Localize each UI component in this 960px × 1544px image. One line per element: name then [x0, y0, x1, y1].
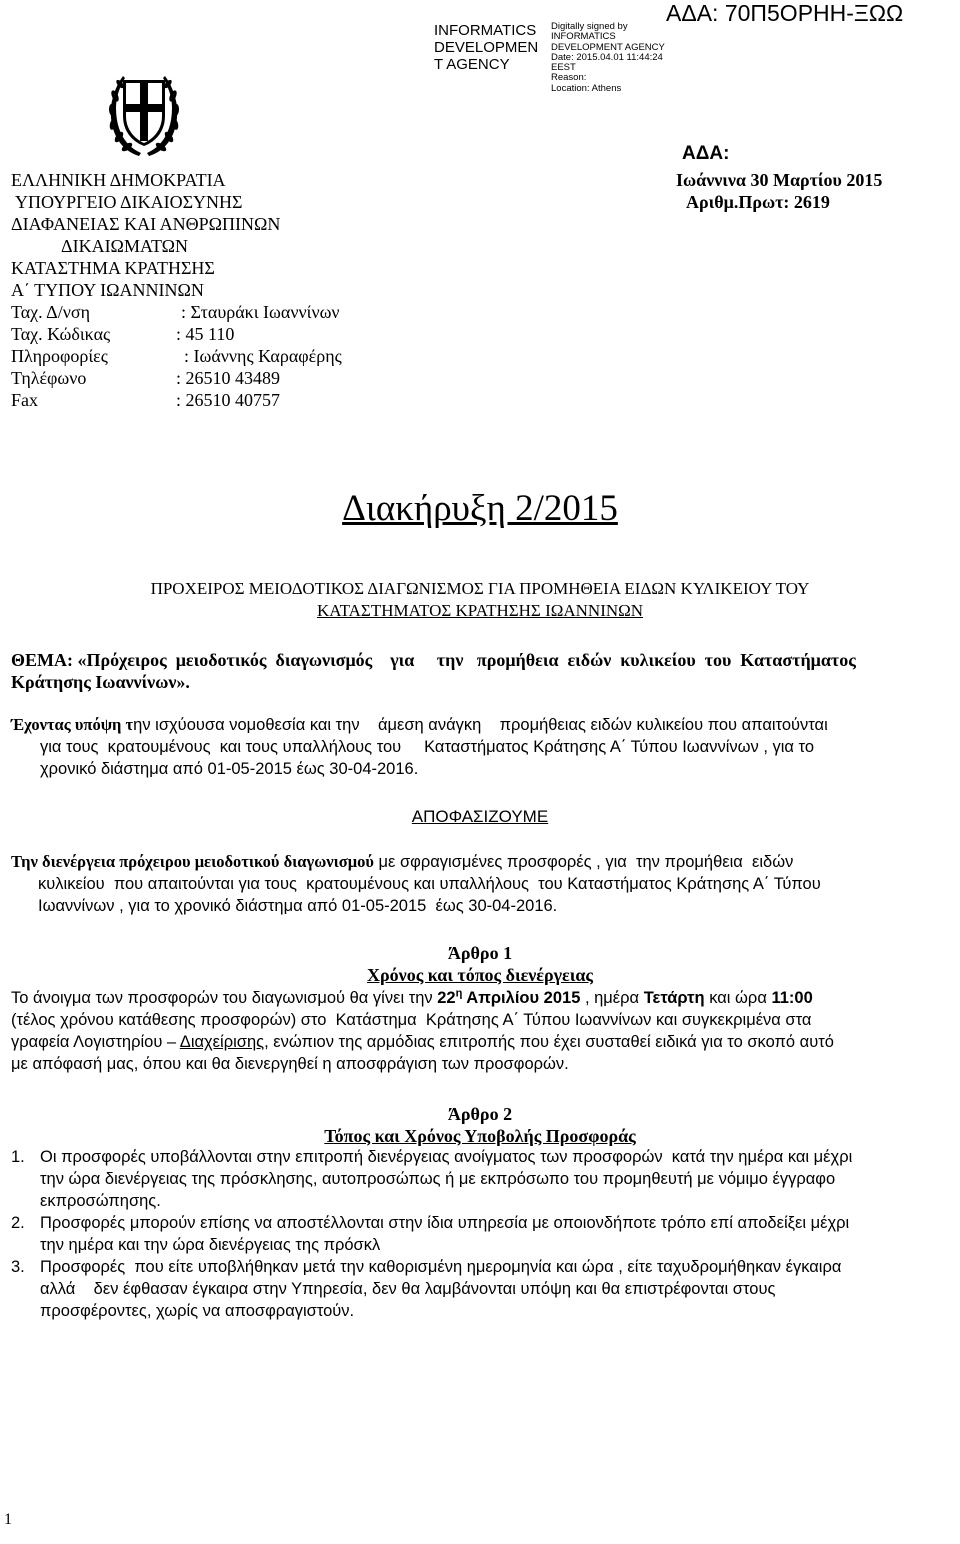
article1-date-day: 22 [437, 989, 456, 1007]
list-line: Οι προσφορές υποβάλλονται στην επιτροπή διενέργειας ανοίγματος των προσφορών κατά την ημέρα και μέχρι [40, 1148, 853, 1166]
article1-heading: Άρθρο 1 [447, 943, 513, 963]
greek-coat-of-arms-icon [105, 68, 183, 160]
contact-value: : 45 110 [176, 324, 235, 344]
subject-label: ΘΕΜΑ: [11, 650, 73, 670]
signature-detail-line: Digitally signed by [551, 21, 628, 32]
signature-name-line: INFORMATICS [434, 22, 537, 39]
contact-value: : Ιωάννης Καραφέρης [184, 346, 342, 366]
signature-detail-line: DEVELOPMENT AGENCY [551, 41, 665, 53]
list-number: 1. [11, 1148, 25, 1166]
list-line: προσφέροντες, χωρίς να αποσφραγιστούν. [40, 1302, 355, 1320]
decision-line: κυλικείου που απαιτούνται για τους κρατουμένους και υπαλλήλους του Καταστήματος Κράτησης Α΄ Τύπου [38, 875, 821, 893]
contact-label: Ταχ. Κώδικας [11, 324, 111, 344]
signature-name-line: DEVELOPMEN [434, 39, 539, 56]
decision-line [11, 851, 941, 873]
contact-row [11, 367, 331, 389]
list-line: την ώρα διενέργειας της πρόσκλησης, αυτοπροσώπως ή με εκπρόσωπο του προμηθευτή με νόμιμο έγγραφο [40, 1170, 836, 1188]
decision-heading-text: ΑΠΟΦΑΣΙΖΟΥΜΕ [411, 807, 549, 826]
preamble-line: χρονικό διάστημα από 01-05-2015 έως 30-04-2016. [40, 760, 419, 778]
contact-value: : Σταυράκι Ιωαννίνων [181, 302, 340, 322]
article1-line [11, 987, 941, 1009]
list-item [11, 1212, 941, 1256]
article2-heading: Άρθρο 2 [447, 1104, 513, 1124]
header-line: ΚΑΤΑΣΤΗΜΑ ΚΡΑΤΗΣΗΣ [11, 258, 215, 278]
article1-time: 11:00 [771, 989, 813, 1007]
preamble-bold: Έχοντας υπόψη τ [11, 715, 134, 734]
header-line: Α΄ ΤΥΠΟΥ ΙΩΑΝΝΙΝΩΝ [11, 280, 204, 300]
subject-line: Κράτησης Ιωαννίνων». [11, 672, 190, 692]
signature-detail-line: Reason: [551, 72, 587, 84]
list-number: 3. [11, 1258, 25, 1276]
preamble-text: ην ισχύουσα νομοθεσία και την άμεση ανάγκη προμήθειας ειδών κυλικείου που απαιτούνται [133, 716, 828, 734]
signature-detail-line: Location: Athens [551, 82, 622, 94]
decision [11, 851, 941, 917]
list-line: Προσφορές μπορούν επίσης να αποστέλλονται στην ίδια υπηρεσία με οποιονδήποτε τρόπο επί αποδείξει μέχρι [40, 1214, 850, 1232]
contact-label: Πληροφορίες [11, 346, 108, 366]
article1-subheading-text: Χρόνος και τόπος διενέργειας [367, 965, 593, 985]
contact-label: Fax [11, 390, 38, 410]
contact-row [11, 323, 331, 345]
article2-list [11, 1146, 941, 1322]
signature-name [434, 22, 538, 73]
contact-value: : 26510 43489 [176, 368, 281, 388]
article1-line [11, 1031, 941, 1053]
header-line: ΥΠΟΥΡΓΕΙΟ ΔΙΚΑΙΟΣΥΝΗΣ [15, 192, 243, 212]
subject [11, 649, 959, 693]
contact-value: : 26510 40757 [176, 390, 281, 410]
ada-top: ΑΔΑ: 70Π5ΟΡΗΗ-ΞΩΩ [666, 0, 904, 26]
decision-bold: Την διενέργεια πρόχειρου μειοδοτικού διαγωνισμού [11, 852, 374, 871]
signature-name-line: T AGENCY [434, 56, 510, 73]
article1-text: και ώρα [704, 989, 772, 1007]
signature-detail-line: Date: 2015.04.01 11:44:24 [551, 51, 663, 63]
subject-line [11, 649, 959, 671]
header-line: ΕΛΛΗΝΙΚΗ ΔΗΜΟΚΡΑΤΙΑ [11, 170, 226, 190]
document-date: Ιωάννινα 30 Μαρτίου 2015 [676, 170, 883, 190]
signature-details [551, 22, 665, 94]
contact-row [11, 345, 342, 367]
subtitle-line [0, 600, 960, 622]
article1-date-sup: η [455, 987, 463, 1000]
subject-text: «Πρόχειρος μειοδοτικός διαγωνισμός για την προμήθεια ειδών κυλικείου του Καταστήματος [77, 650, 856, 670]
list-line: εκπροσώπησης. [40, 1192, 161, 1210]
list-item [11, 1146, 941, 1212]
page-title [0, 487, 960, 531]
list-line: την ημέρα και την ώρα διενέργειας της πρόσκλ [40, 1236, 381, 1254]
preamble-line [11, 714, 941, 736]
subtitle-underlined: ΚΑΤΑΣΤΗΜΑΤΟΣ ΚΡΑΤΗΣΗΣ ΙΩΑΝΝΙΝΩΝ [316, 601, 644, 620]
contact-row [11, 389, 331, 411]
preamble [11, 714, 941, 780]
contact-block [11, 301, 342, 411]
article2-subheading [0, 1125, 960, 1147]
signature-detail-line: INFORMATICS [551, 31, 616, 43]
article1-body [11, 987, 941, 1075]
header-line: ΔΙΚΑΙΩΜΑΤΩΝ [61, 236, 189, 256]
ada-label: ΑΔΑ: [682, 143, 730, 164]
header-authority [11, 169, 280, 301]
header-line: ΔΙΑΦΑΝΕΙΑΣ ΚΑΙ ΑΝΘΡΩΠΙΝΩΝ [11, 214, 281, 234]
contact-label: Τηλέφωνο [11, 368, 87, 388]
signature-detail-line: EEST [551, 62, 576, 74]
article1-text: γραφεία Λογιστηρίου – [11, 1033, 180, 1051]
list-number: 2. [11, 1214, 25, 1232]
title-text: Διακήρυξη 2/2015 [342, 488, 618, 529]
decision-line: Ιωαννίνων , για το χρονικό διάστημα από 01-05-2015 έως 30-04-2016. [38, 897, 558, 915]
article1-text: , ημέρα [580, 989, 644, 1007]
preamble-line: για τους κρατουμένους και τους υπαλλήλους του Καταστήματος Κράτησης Α΄ Τύπου Ιωαννίνων , για το [40, 738, 815, 756]
article1-line: (τέλος χρόνου κατάθεσης προσφορών) στο Κατάστημα Κράτησης Α΄ Τύπου Ιωαννίνων και συγκεκριμένα στα [11, 1011, 812, 1029]
page-number: 1 [4, 1511, 12, 1528]
article1-text: , ενώπιον της αρμόδιας επιτροπής που έχει συσταθεί ειδικά για το σκοπό αυτό [264, 1033, 834, 1051]
article2-subheading-text: Τόπος και Χρόνος Υποβολής Προσφοράς [324, 1126, 636, 1146]
article1-underlined: Διαχείρισης [179, 1033, 265, 1051]
article1-weekday: Τετάρτη [643, 989, 705, 1007]
decision-heading [0, 806, 960, 828]
protocol-number: Αριθμ.Πρωτ: 2619 [686, 192, 830, 212]
decision-text: με σφραγισμένες προσφορές , για την προμήθεια ειδών [373, 853, 794, 871]
contact-row [11, 301, 340, 323]
list-item [11, 1256, 941, 1322]
subtitle-line: ΠΡΟΧΕΙΡΟΣ ΜΕΙΟΔΟΤΙΚΟΣ ΔΙΑΓΩΝΙΣΜΟΣ ΓΙΑ ΠΡΟΜΗΘΕΙΑ ΕΙΔΩΝ ΚΥΛΙΚΕΙΟΥ ΤΟΥ [150, 579, 810, 598]
list-line: αλλά δεν έφθασαν έγκαιρα στην Υπηρεσία, δεν θα λαμβάνονται υπόψη και θα επιστρέφονται στους [40, 1280, 776, 1298]
list-line: Προσφορές που είτε υποβλήθηκαν μετά την καθορισμένη ημερομηνία και ώρα , είτε ταχυδρομήθηκαν έγκαιρα [40, 1258, 842, 1276]
article1-date-month: Απριλίου 2015 [462, 989, 581, 1007]
contact-label: Ταχ. Δ/νση [11, 302, 91, 322]
article1-line: με απόφασή μας, όπου και θα διενεργηθεί η αποσφράγιση των προσφορών. [11, 1055, 569, 1073]
article1-subheading [0, 964, 960, 986]
article1-text: Το άνοιγμα των προσφορών του διαγωνισμού θα γίνει την [11, 989, 438, 1007]
